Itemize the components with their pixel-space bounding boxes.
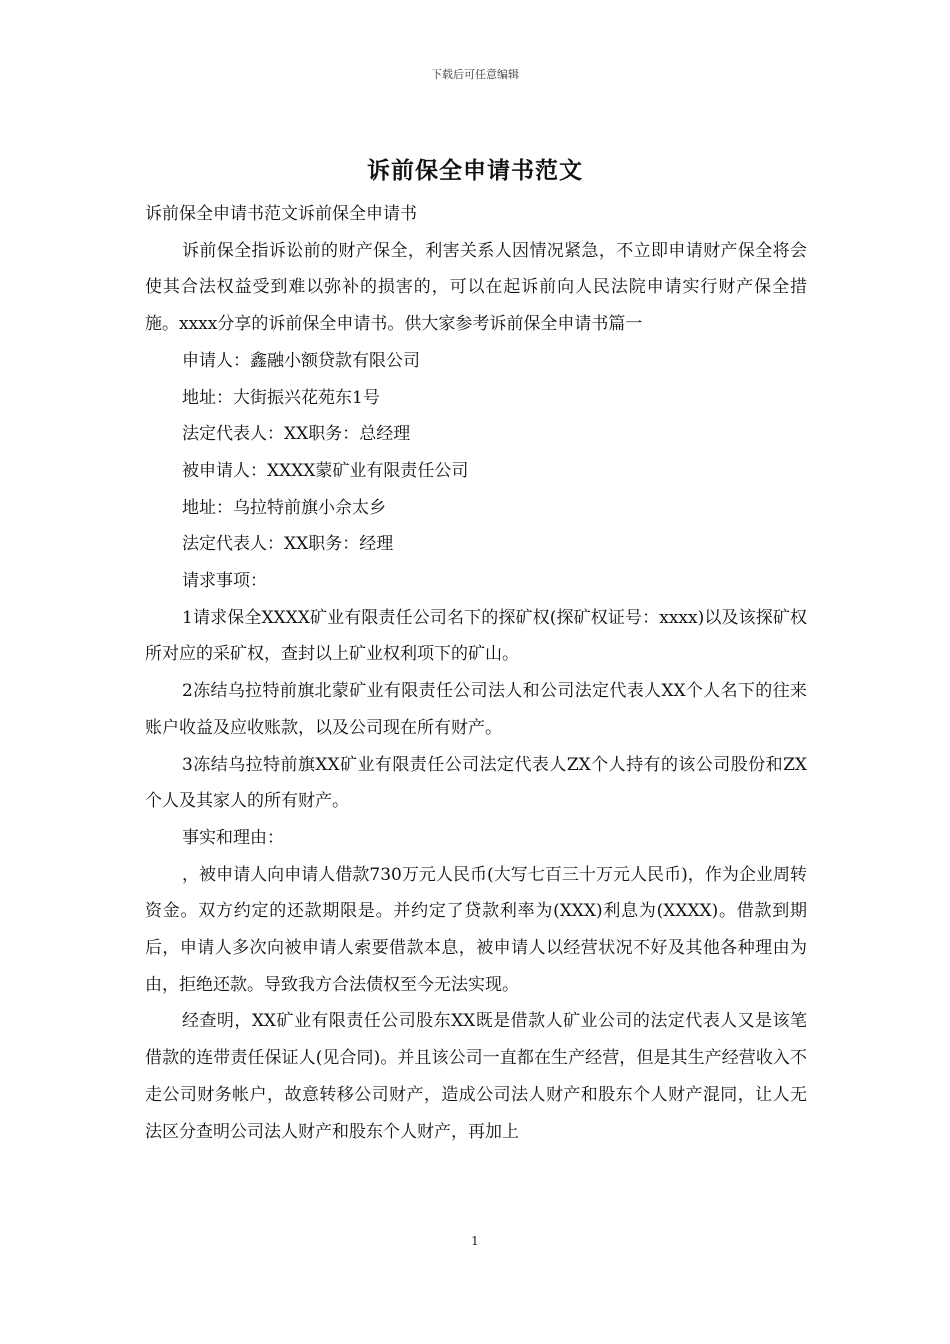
facts-heading: 事实和理由：	[182, 827, 284, 848]
document-title: 诉前保全申请书范文	[367, 157, 583, 184]
document-body	[145, 196, 807, 1150]
page-number: 1	[471, 1234, 479, 1248]
request-item-1: 1请求保全XXXX矿业有限责任公司名下的探矿权(探矿权证号：xxxx)以及该探矿权所对应的采矿权，查封以上矿业权利项下的矿山。	[145, 607, 807, 665]
request-item-3: 3冻结乌拉特前旗XX矿业有限责任公司法定代表人ZX个人持有的该公司股份和ZX个人及其家人的所有财产。	[145, 754, 807, 812]
header-note: 下载后可任意编辑	[431, 68, 519, 81]
facts-paragraph-1: ，被申请人向申请人借款730万元人民币(大写七百三十万元人民币)，作为企业周转资金。双方约定的还款期限是。并约定了贷款利率为(XXX)利息为(XXXX)。借款到期后，申请人多次向被申请人索要借款本息，被申请人以经营状况不好及其他各种理由为由，拒绝还款。导致我方合法债权至今无法实现。	[145, 864, 807, 995]
respondent-address-line: 地址：乌拉特前旗小佘太乡	[182, 497, 386, 518]
applicant-representative-line: 法定代表人：XX职务：总经理	[182, 424, 411, 445]
request-item-2: 2冻结乌拉特前旗北蒙矿业有限责任公司法人和公司法定代表人XX个人名下的往来账户收益及应收账款，以及公司现在所有财产。	[145, 681, 807, 738]
intro-paragraph: 诉前保全指诉讼前的财产保全，利害关系人因情况紧急，不立即申请财产保全将会使其合法权益受到难以弥补的损害的，可以在起诉前向人民法院申请实行财产保全措施。xxxx分享的诉前保全申请书。供大家参考诉前保全申请书篇一	[145, 240, 807, 335]
applicant-line: 申请人：鑫融小额贷款有限公司	[182, 350, 420, 371]
document-subtitle: 诉前保全申请书范文诉前保全申请书	[145, 204, 417, 224]
respondent-line: 被申请人：XXXX蒙矿业有限责任公司	[182, 460, 469, 481]
applicant-address-line: 地址：大街振兴花苑东1号	[182, 387, 380, 408]
respondent-representative-line: 法定代表人：XX职务：经理	[182, 534, 394, 555]
facts-paragraph-2: 经查明，XX矿业有限责任公司股东XX既是借款人矿业公司的法定代表人又是该笔借款的连带责任保证人(见合同)。并且该公司一直都在生产经营，但是其生产经营收入不走公司财务帐户，故意转移公司财产，造成公司法人财产和股东个人财产混同，让人无法区分查明公司法人财产和股东个人财产，再加上	[145, 1011, 807, 1142]
requests-heading: 请求事项：	[182, 571, 267, 592]
